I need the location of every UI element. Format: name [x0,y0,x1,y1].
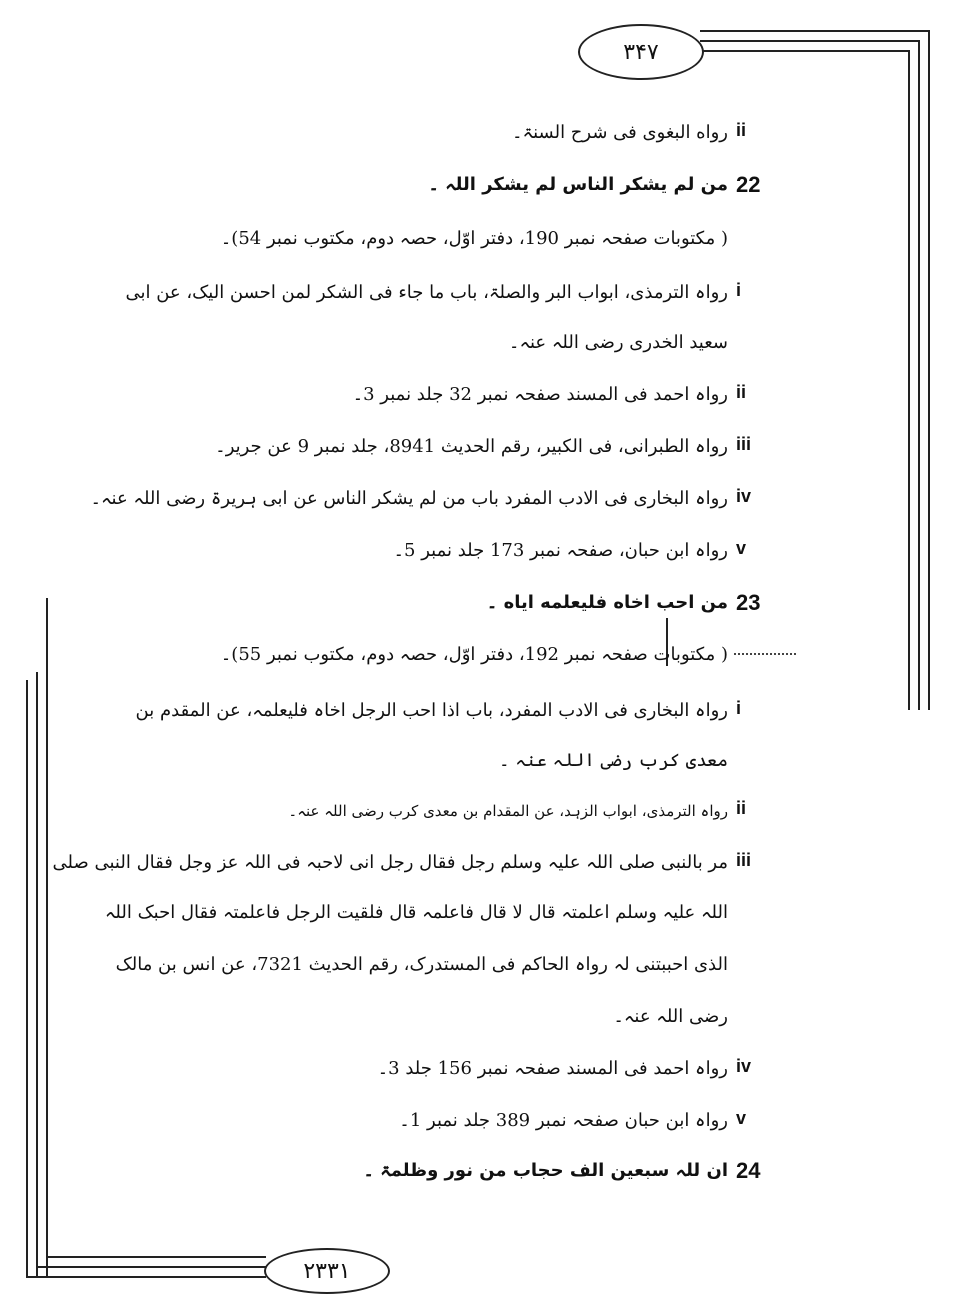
entry-text: رواہ ابن حبان، صفحہ نمبر 173 جلد نمبر 5۔ [393,540,728,561]
entry-marker: iii [736,434,752,454]
entry-text: ( مکتوبات صفحہ نمبر 192، دفتر اوّل، حصہ دوم، مکتوب نمبر 55)۔ [220,644,728,665]
entry-marker: v [736,538,747,558]
frame-bottom-line-3 [46,1256,266,1258]
overlay-left-line-1 [46,598,48,1278]
frame-bottom-line-1 [26,1276,266,1278]
overlay-left-line-3 [26,680,28,1278]
entry-marker: ii [736,798,747,818]
entry-marker: iii [736,850,752,870]
frame-right-line-1 [928,30,930,710]
entry-text: ( مکتوبات صفحہ نمبر 190، دفتر اوّل، حصہ دوم، مکتوب نمبر 54)۔ [220,228,728,249]
entry-text: من لم یشکر الناس لم یشکر اللہ ۔ [428,174,728,195]
entry-row [90,484,792,518]
entry-text: رواہ الترمذی، ابواب الزہد، عن المقدام بن معدی کرب رضی اللہ عنہ۔ [288,802,728,820]
entry-text: رواہ احمد فی المسند صفحہ نمبر 32 جلد نمبر 3۔ [352,384,728,405]
entry-continuation: اللہ علیہ وسلم اعلمتہ قال لا قال فاعلمہ قال فلقیت الرجل فاعلمتہ فقال احبک اللہ [104,902,728,923]
entry-marker: 23 [736,590,761,615]
entry-marker: 24 [736,1158,761,1183]
frame-top-line-3 [700,50,910,52]
entry-continuation: الذی احببتنی لہ رواہ الحاکم فی المستدرک، رقم الحدیث 7321، عن انس بن مالک [115,954,728,975]
entry-text: رواہ البخاری فی الادب المفرد باب من لم یشکر الناس عن ابی ہریرۃ رضی اللہ عنہ۔ [90,488,728,509]
entry-marker: ii [736,382,747,402]
entry-marker: ii [736,120,747,140]
entry-text: مر بالنبی صلی اللہ علیہ وسلم رجل فقال رجل انی لاحبہ فی اللہ عز وجل فقال النبی صلی [52,852,728,873]
entry-text: رواہ ابن حبان صفحہ نمبر 389 جلد نمبر 1۔ [399,1110,728,1131]
frame-bottom-line-2 [36,1266,266,1268]
entry-text: رواہ احمد فی المسند صفحہ نمبر 156 جلد 3۔ [377,1058,728,1079]
entry-row [152,224,792,258]
frame-right-line-2 [918,40,920,710]
entry-marker: i [736,280,742,300]
entry-continuation: رضی اللہ عنہ۔ [613,1006,728,1027]
header-page-number: ۳۴۷ [578,24,704,80]
entry-marker: iv [736,486,752,506]
entry-row [152,170,792,204]
entry-row [52,848,792,882]
frame-top-line-1 [700,30,930,32]
entry-marker: v [736,1108,747,1128]
entry-row [125,278,792,312]
entry-text: ان للہ سبعین الف حجاب من نور وظلمۃ ۔ [363,1160,728,1181]
entry-row [152,1156,792,1190]
entry-text: رواہ الطبرانی، فی الکبیر، رقم الحدیث 8941، جلد نمبر 9 عن جریر۔ [215,436,728,457]
entry-row [152,118,792,152]
entry-row [135,696,792,730]
entry-text: رواه البغوی فی شرح السنۃ۔ [512,122,728,143]
overlay-left-line-2 [36,672,38,1278]
entry-row [152,432,792,466]
entry-row [152,796,792,830]
entry-continuation: معدی کرب رضی اللہ عنہ ۔ [499,750,728,771]
footer-page-number: ۲۳۳۱ [264,1248,390,1294]
entry-row [152,536,792,570]
entry-text: رواہ الترمذی، ابواب البر والصلۃ، باب ما جاء فی الشکر لمن احسن الیک، عن ابی [125,282,728,303]
entry-marker: iv [736,1056,752,1076]
frame-right-line-3 [908,50,910,710]
entry-row [152,1106,792,1140]
entry-text: رواہ البخاری فی الادب المفرد، باب اذا احب الرجل اخاہ فلیعلمہ، عن المقدم بن [135,700,728,721]
entry-row [152,640,792,674]
entry-row [152,1054,792,1088]
entry-continuation: سعید الخدری رضی اللہ عنہ۔ [508,332,728,353]
entry-marker: i [736,698,742,718]
entry-row [152,380,792,414]
entry-marker: 22 [736,172,761,197]
frame-top-line-2 [700,40,920,42]
entry-row [152,588,792,622]
entry-text: من احب اخاه فلیعلمه ایاه ۔ [486,592,728,613]
